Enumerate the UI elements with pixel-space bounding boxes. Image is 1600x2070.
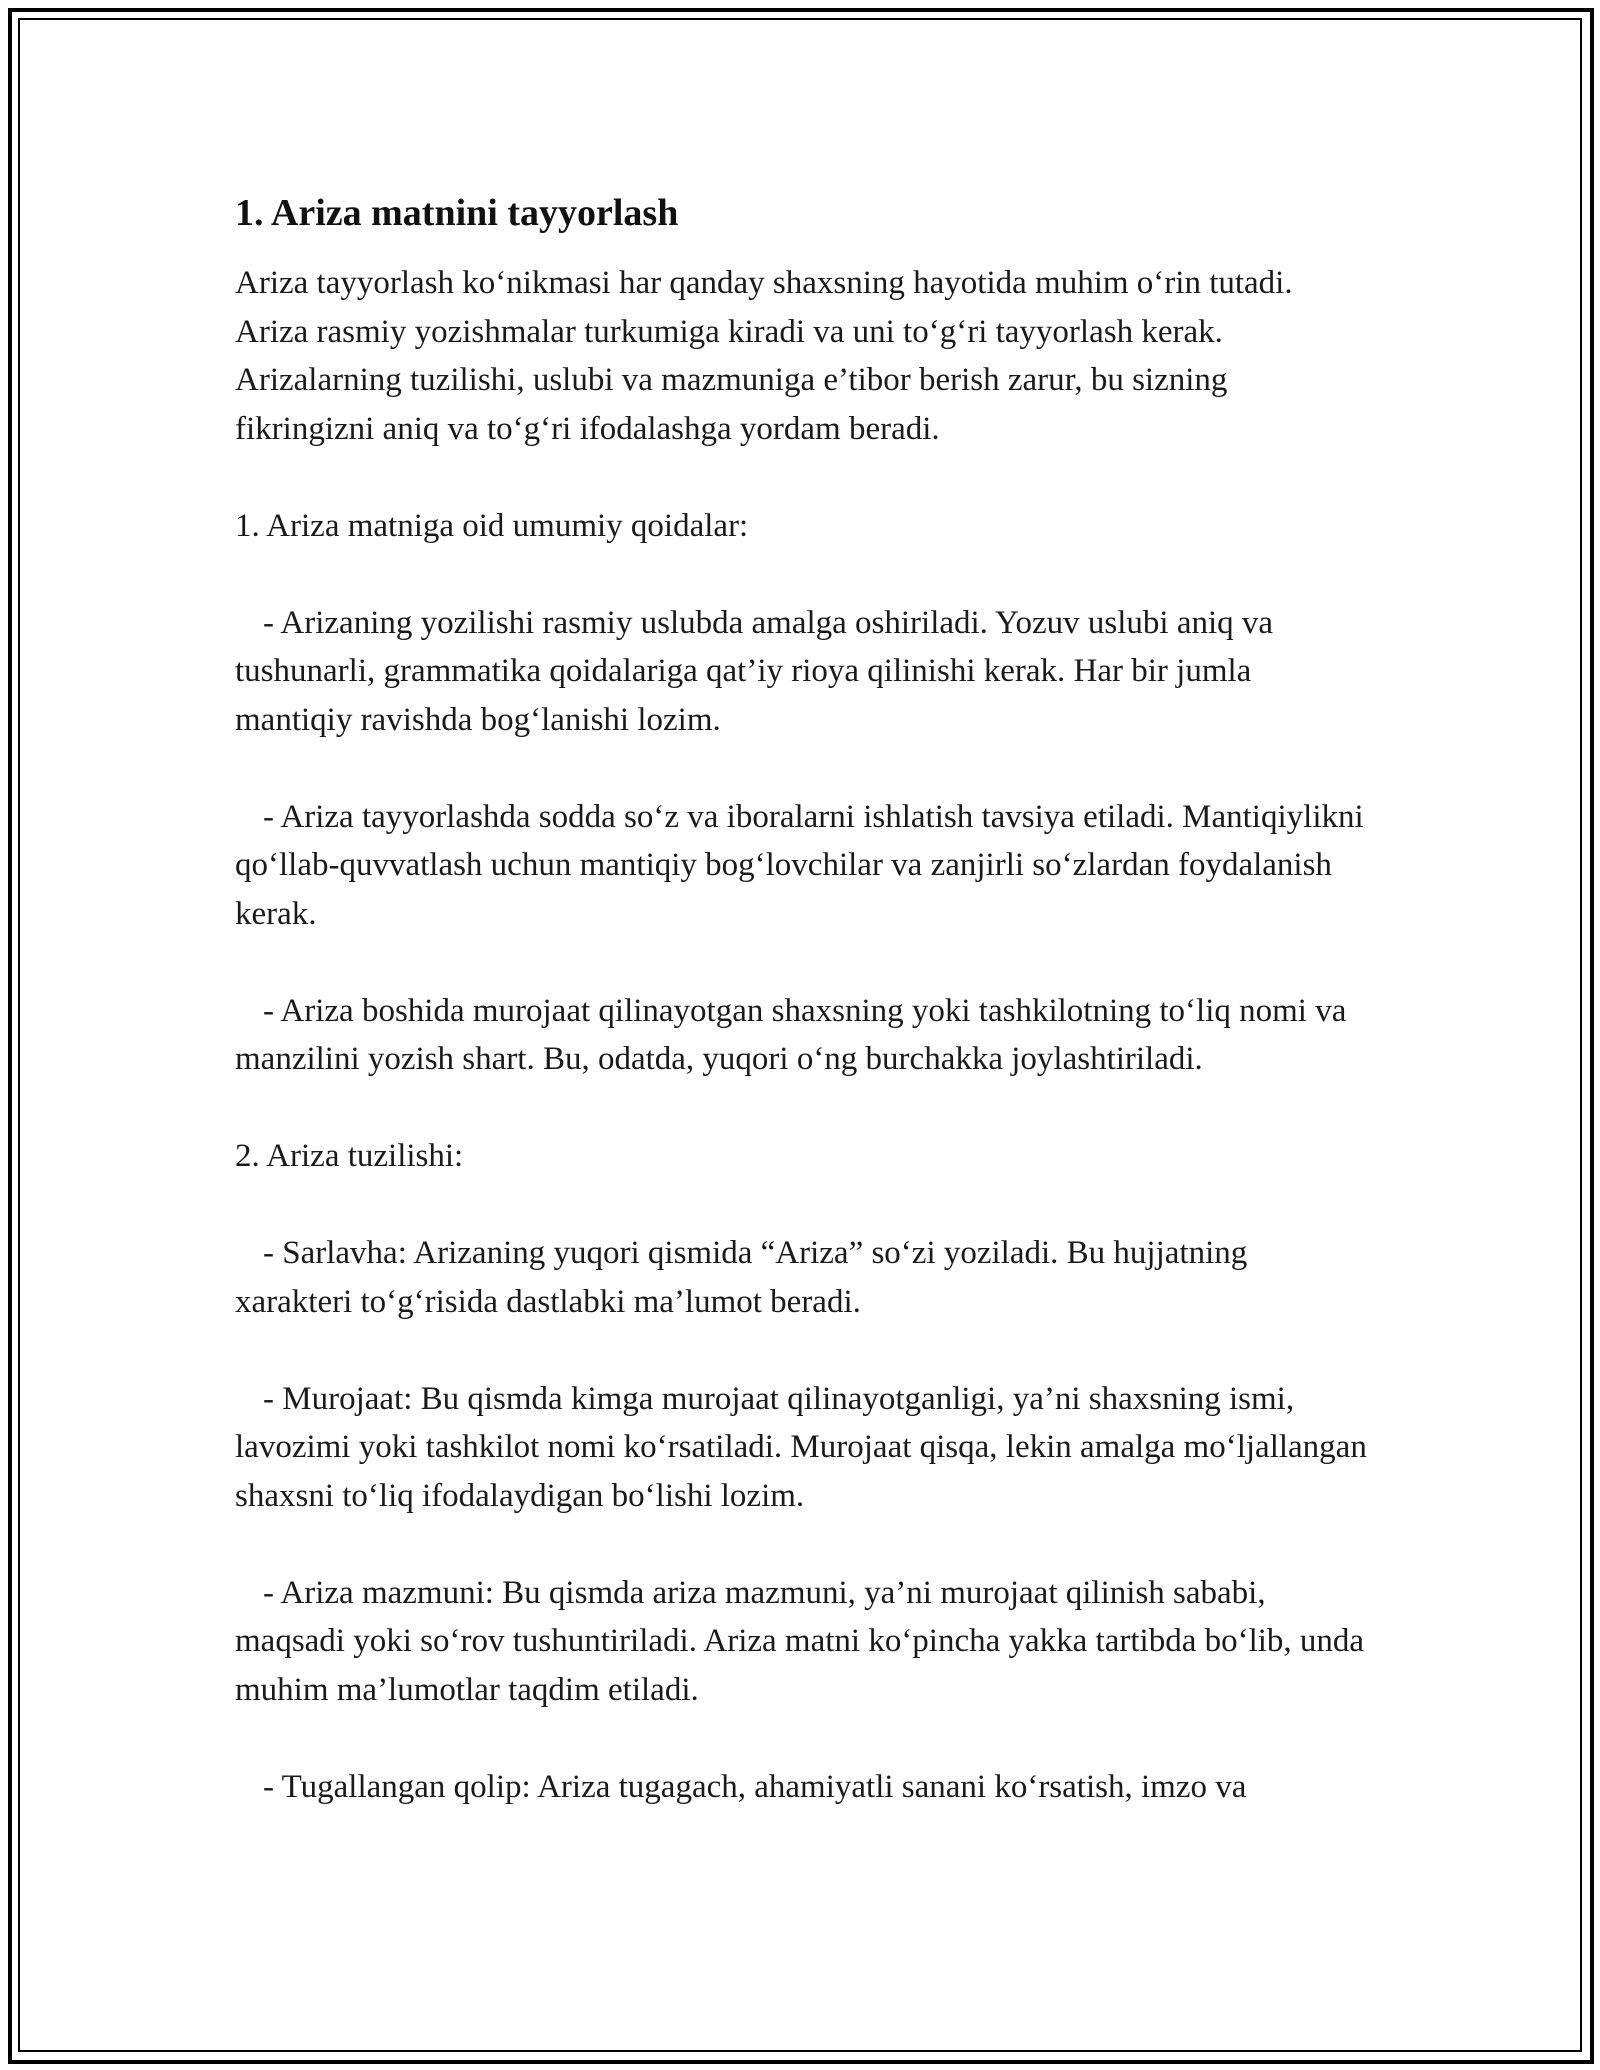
document-body [235,187,1370,1860]
section-1-item: - Arizaning yozilishi rasmiy uslubda amalga oshiriladi. Yozuv uslubi aniq va tushunarli, grammatika qoidalariga qat’iy rioya qilinishi kerak. Har bir jumla mantiqiy ravishda bog‘lanishi lozim. [235,604,1274,738]
section-2-item: - Murojaat: Bu qismda kimga murojaat qilinayotganligi, ya’ni shaxsning ismi, lavozimi yoki tashkilot nomi ko‘rsatiladi. Murojaat qisqa, lekin amalga mo‘ljallangan shaxsni to‘liq ifodalaydigan bo‘lishi lozim. [235,1380,1367,1514]
intro-paragraph: Ariza tayyorlash ko‘nikmasi har qanday shaxsning hayotida muhim o‘rin tutadi. Ariza rasmiy yozishmalar turkumiga kiradi va uni to‘g‘ri tayyorlash kerak. Arizalarning tuzilishi, uslubi va mazmuniga e’tibor berish zarur, bu sizning fikringizni aniq va to‘g‘ri ifodalashga yordam beradi. [235,265,1293,447]
section-1-item: - Ariza tayyorlashda sodda so‘z va iboralarni ishlatish tavsiya etiladi. Mantiqiylikni qo‘llab-quvvatlash uchun mantiqiy bog‘lovchilar va zanjirli so‘zlardan foydalanish kerak. [235,798,1364,932]
section-1-item: - Ariza boshida murojaat qilinayotgan shaxsning yoki tashkilotning to‘liq nomi va manzilini yozish shart. Bu, odatda, yuqori o‘ng burchakka joylashtiriladi. [235,992,1347,1077]
section-1-heading: 1. Ariza matniga oid umumiy qoidalar: [235,507,749,544]
section-2-item: - Tugallangan qolip: Ariza tugagach, ahamiyatli sanani ko‘rsatish, imzo va [263,1768,1247,1805]
section-2-item: - Sarlavha: Arizaning yuqori qismida “Ariza” so‘zi yoziladi. Bu hujjatning xarakteri to‘g‘risida dastlabki ma’lumot beradi. [235,1235,1248,1320]
document-title: 1. Ariza matnini tayyorlash [235,192,679,234]
section-2-item: - Ariza mazmuni: Bu qismda ariza mazmuni, ya’ni murojaat qilinish sababi, maqsadi yoki so‘rov tushuntiriladi. Ariza matni ko‘pincha yakka tartibda bo‘lib, unda muhim ma’lumotlar taqdim etiladi. [235,1574,1365,1708]
section-2-heading: 2. Ariza tuzilishi: [235,1138,464,1174]
